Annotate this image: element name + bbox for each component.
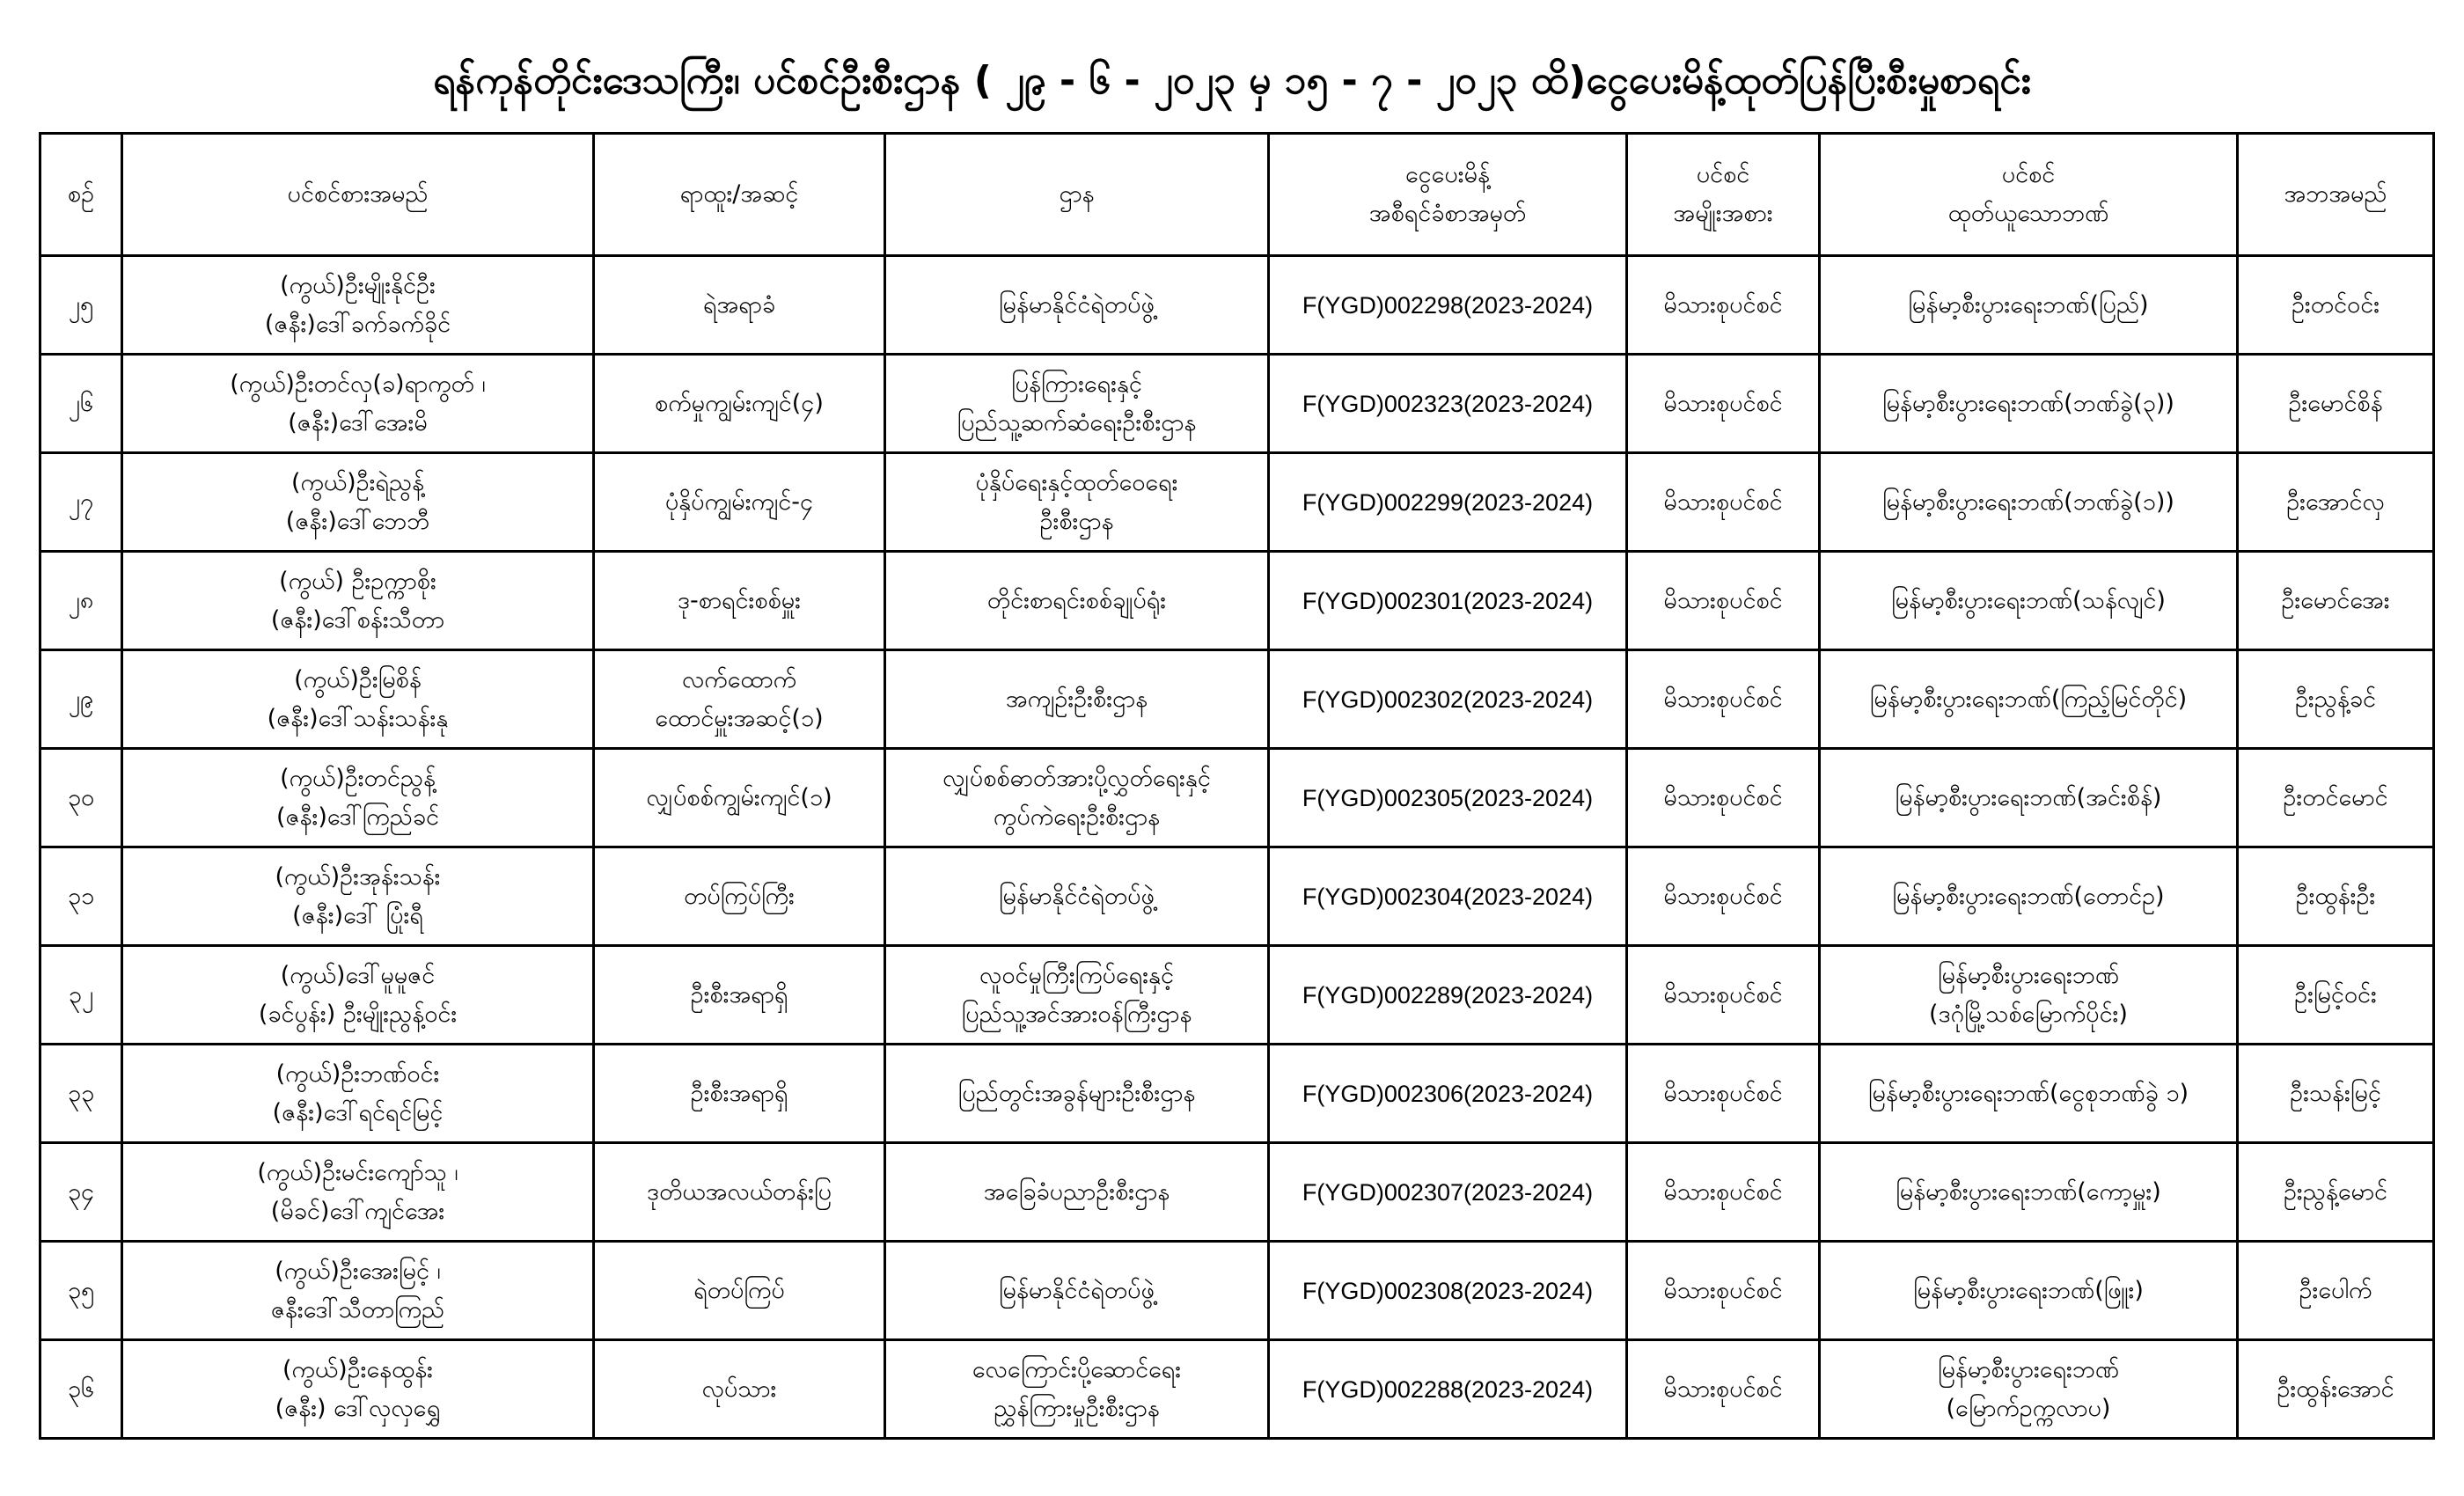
cell-bank <box>1820 847 2238 946</box>
cell-department <box>885 355 1269 453</box>
cell-bank-text: မြန်မာ့စီးပွားရေးဘဏ်(ဘဏ်ခွဲ(၁)) <box>1882 488 2174 516</box>
cell-department-text: မြန်မာနိုင်ငံရဲတပ်ဖွဲ့ <box>999 1276 1155 1304</box>
cell-order-ref <box>1269 749 1627 847</box>
cell-name-text: (ဇနီး)ဒေါ်ဘေဘီ <box>285 507 430 535</box>
cell-department <box>885 453 1269 552</box>
cell-bank-text: မြန်မာ့စီးပွားရေးဘဏ်(ဘဏ်ခွဲ(၃)) <box>1882 389 2174 417</box>
header-order: ငွေပေးမိန့် အစီရင်ခံစာအမှတ် <box>1269 134 1627 256</box>
cell-department-text: ပုံနှိပ်ရေးနှင့်ထုတ်ဝေရေး <box>975 468 1178 496</box>
cell-name <box>122 749 594 847</box>
cell-order-ref-text: F(YGD)002306(2023-2024) <box>1302 1080 1594 1107</box>
header-officer: အဘအမည် <box>2238 134 2434 256</box>
cell-bank-text: မြန်မာ့စီးပွားရေးဘဏ်(အင်းစိန်) <box>1895 783 2162 811</box>
cell-rank-text: ရဲတပ်ကြပ် <box>693 1276 785 1304</box>
cell-type <box>1627 1242 1820 1340</box>
cell-order-ref <box>1269 355 1627 453</box>
cell-no-text: ၂၅ <box>68 290 94 319</box>
cell-rank <box>594 946 885 1045</box>
cell-bank-text: (မြောက်ဥက္ကလာပ) <box>1946 1394 2111 1422</box>
cell-officer-text: ဦးသန်းမြင့် <box>2290 1079 2381 1107</box>
cell-name-text: (ကွယ်)ဦးအေးမြင့် ၊ <box>275 1257 441 1285</box>
table-row <box>40 749 2434 847</box>
cell-type-text: မိသားစုပင်စင် <box>1663 685 1783 713</box>
cell-no-text: ၃၂ <box>68 980 94 1008</box>
cell-no-text: ၃၃ <box>67 1079 95 1107</box>
cell-department <box>885 552 1269 650</box>
cell-department <box>885 256 1269 355</box>
cell-name <box>122 256 594 355</box>
cell-officer <box>2238 453 2434 552</box>
cell-bank <box>1820 256 2238 355</box>
cell-no-text: ၃၅ <box>67 1276 95 1304</box>
cell-bank-text: မြန်မာ့စီးပွားရေးဘဏ်(ငွေစုဘဏ်ခွဲ ၁) <box>1867 1079 2189 1107</box>
cell-name <box>122 946 594 1045</box>
cell-rank-text: ထောင်မှူးအဆင့်(၁) <box>655 704 824 732</box>
header-rank: ရာထူး/အဆင့် <box>594 134 885 256</box>
cell-department-text: မြန်မာနိုင်ငံရဲတပ်ဖွဲ့ <box>999 882 1155 910</box>
cell-order-ref <box>1269 552 1627 650</box>
cell-type <box>1627 1143 1820 1242</box>
cell-name-text: (ကွယ်)ဒေါ်မူမူဇင် <box>280 961 436 989</box>
cell-department-text: ပြည်သူ့အင်အားဝန်ကြီးဌာန <box>961 1000 1192 1028</box>
cell-order-ref <box>1269 256 1627 355</box>
cell-rank <box>594 1143 885 1242</box>
cell-department <box>885 749 1269 847</box>
cell-name-text: (ဇနီး)ဒေါ်ကြည်ခင် <box>275 803 440 831</box>
cell-rank <box>594 453 885 552</box>
cell-bank <box>1820 453 2238 552</box>
cell-no-text: ၂၆ <box>68 389 94 417</box>
cell-type-text: မိသားစုပင်စင် <box>1663 980 1783 1008</box>
cell-name <box>122 847 594 946</box>
table-row <box>40 1242 2434 1340</box>
cell-department-text: ဦးစီးဌာန <box>1039 507 1114 535</box>
cell-name-text: (ဇနီး)ဒေါ်သန်းသန်းနု <box>267 704 449 732</box>
cell-order-ref <box>1269 1340 1627 1439</box>
cell-name-text: (ကွယ်)ဦးမင်းကျော်သူ ၊ <box>257 1158 458 1186</box>
table-row <box>40 946 2434 1045</box>
cell-type-text: မိသားစုပင်စင် <box>1663 389 1783 417</box>
cell-type-text: မိသားစုပင်စင် <box>1663 1079 1783 1107</box>
cell-no <box>40 453 122 552</box>
cell-rank-text: စက်မှုကျွမ်းကျင်(၄) <box>655 389 824 417</box>
cell-bank-text: မြန်မာ့စီးပွားရေးဘဏ်(ကော့မှူး) <box>1896 1177 2161 1206</box>
cell-type <box>1627 1045 1820 1143</box>
cell-officer-text: ဦးညွန့်ခင် <box>2294 685 2377 713</box>
cell-rank <box>594 847 885 946</box>
cell-type <box>1627 847 1820 946</box>
cell-order-ref <box>1269 1242 1627 1340</box>
table-row <box>40 650 2434 749</box>
cell-name <box>122 1340 594 1439</box>
table-row <box>40 1340 2434 1439</box>
table-row <box>40 453 2434 552</box>
cell-officer <box>2238 650 2434 749</box>
cell-type-text: မိသားစုပင်စင် <box>1663 783 1783 811</box>
cell-no <box>40 1242 122 1340</box>
cell-officer <box>2238 355 2434 453</box>
cell-name <box>122 355 594 453</box>
cell-department-text: ညွှန်ကြားမှုဦးစီးဌာန <box>994 1394 1160 1422</box>
cell-order-ref-text: F(YGD)002289(2023-2024) <box>1302 981 1594 1008</box>
cell-department <box>885 847 1269 946</box>
cell-department-text: လျှပ်စစ်ဓာတ်အားပို့လွှတ်ရေးနှင့် <box>942 764 1211 792</box>
cell-no-text: ၃၁ <box>67 882 95 910</box>
cell-name <box>122 552 594 650</box>
cell-officer-text: ဦးမောင်စိန် <box>2288 389 2383 417</box>
cell-officer <box>2238 1242 2434 1340</box>
cell-officer-text: ဦးပေါက် <box>2299 1276 2372 1304</box>
table-row <box>40 355 2434 453</box>
cell-bank <box>1820 1242 2238 1340</box>
cell-rank <box>594 256 885 355</box>
cell-rank-text: ဦးစီးအရာရှိ <box>690 980 788 1008</box>
cell-order-ref <box>1269 1143 1627 1242</box>
cell-order-ref <box>1269 1045 1627 1143</box>
cell-name <box>122 1045 594 1143</box>
cell-name-text: (ကွယ်)ဦးမြစိန် <box>294 665 422 693</box>
cell-bank <box>1820 946 2238 1045</box>
cell-officer-text: ဦးတင်မောင် <box>2283 783 2388 811</box>
cell-officer-text: ဦးထွန်းအောင် <box>2277 1375 2394 1403</box>
cell-department-text: ကွပ်ကဲရေးဦးစီးဌာန <box>993 803 1161 831</box>
cell-order-ref-text: F(YGD)002308(2023-2024) <box>1302 1277 1594 1304</box>
cell-type-text: မိသားစုပင်စင် <box>1663 290 1783 319</box>
cell-bank-text: မြန်မာ့စီးပွားရေးဘဏ်(ဖြူး) <box>1913 1276 2144 1304</box>
cell-bank <box>1820 650 2238 749</box>
cell-bank-text: မြန်မာ့စီးပွားရေးဘဏ်(ကြည့်မြင်တိုင်) <box>1869 685 2188 713</box>
cell-officer <box>2238 1340 2434 1439</box>
cell-name-text: (ဇနီး)ဒေါ်စန်းသီတာ <box>270 605 445 634</box>
cell-order-ref <box>1269 453 1627 552</box>
cell-type-text: မိသားစုပင်စင် <box>1663 1276 1783 1304</box>
cell-officer-text: ဦးမောင်အေး <box>2281 586 2390 614</box>
table-row <box>40 847 2434 946</box>
cell-name-text: (ကွယ်)ဦးမျိုးနိုင်ဦး <box>280 271 436 299</box>
pension-table <box>39 132 2435 1440</box>
header-bank: ပင်စင် ထုတ်ယူသောဘဏ် <box>1820 134 2238 256</box>
cell-rank <box>594 1045 885 1143</box>
cell-order-ref <box>1269 847 1627 946</box>
cell-rank-text: လျှပ်စစ်ကျွမ်းကျင်(၁) <box>646 783 832 811</box>
cell-order-ref-text: F(YGD)002323(2023-2024) <box>1302 390 1594 417</box>
cell-no-text: ၃၄ <box>67 1177 95 1206</box>
cell-rank-text: ပုံနှိပ်ကျွမ်းကျင်-၄ <box>664 488 814 516</box>
header-department: ဌာန <box>885 134 1269 256</box>
cell-officer <box>2238 847 2434 946</box>
cell-name-text: (ဇနီး)ဒေါ်ရင်ရင်မြင့် <box>272 1098 444 1126</box>
table-row <box>40 1143 2434 1242</box>
cell-no <box>40 749 122 847</box>
cell-officer-text: ဦးအောင်လှ <box>2286 488 2385 516</box>
cell-name-text: (ကွယ်)ဦးရဲညွန့် <box>290 468 425 496</box>
cell-officer <box>2238 946 2434 1045</box>
header-row <box>40 134 2434 256</box>
cell-no <box>40 1340 122 1439</box>
cell-bank <box>1820 355 2238 453</box>
cell-bank-text: မြန်မာ့စီးပွားရေးဘဏ်(ပြည်) <box>1908 290 2149 319</box>
cell-bank-text: မြန်မာ့စီးပွားရေးဘဏ်(တောင်ဥ) <box>1892 882 2165 910</box>
cell-name-text: (ဇနီး) ဒေါ်လှလှရွှေ <box>275 1394 441 1422</box>
cell-type-text: မိသားစုပင်စင် <box>1663 586 1783 614</box>
cell-bank-text: (ဒဂုံမြို့သစ်မြောက်ပိုင်း) <box>1929 1000 2128 1028</box>
cell-officer <box>2238 749 2434 847</box>
cell-type <box>1627 256 1820 355</box>
cell-officer <box>2238 552 2434 650</box>
cell-no-text: ၂၉ <box>68 685 94 713</box>
cell-type <box>1627 749 1820 847</box>
cell-name-text: (ခင်ပွန်း) ဦးမျိုးညွန့်ဝင်း <box>258 1000 458 1028</box>
cell-no-text: ၂၇ <box>68 488 94 516</box>
cell-order-ref-text: F(YGD)002302(2023-2024) <box>1302 686 1594 713</box>
cell-officer <box>2238 1045 2434 1143</box>
cell-no <box>40 650 122 749</box>
cell-no-text: ၂၈ <box>68 586 94 614</box>
cell-no <box>40 552 122 650</box>
cell-order-ref-text: F(YGD)002305(2023-2024) <box>1302 784 1594 811</box>
cell-name-text: ဇနီးဒေါ်သီတာကြည် <box>270 1295 445 1324</box>
cell-department <box>885 1340 1269 1439</box>
table-row <box>40 256 2434 355</box>
cell-bank <box>1820 552 2238 650</box>
cell-department-text: မြန်မာနိုင်ငံရဲတပ်ဖွဲ့ <box>999 290 1155 319</box>
cell-department-text: ပြည်တွင်းအခွန်များဦးစီးဌာန <box>957 1079 1196 1107</box>
cell-rank <box>594 650 885 749</box>
cell-name-text: (ကွယ်)ဦးအုန်းသန်း <box>275 862 441 891</box>
cell-rank <box>594 355 885 453</box>
cell-name <box>122 650 594 749</box>
cell-department-text: တိုင်းစာရင်းစစ်ချုပ်ရုံး <box>986 586 1167 614</box>
cell-order-ref <box>1269 946 1627 1045</box>
table-row <box>40 552 2434 650</box>
cell-rank <box>594 552 885 650</box>
cell-bank-text: မြန်မာ့စီးပွားရေးဘဏ်(သန်လျင်) <box>1891 586 2166 614</box>
cell-name-text: (မိခင်)ဒေါ်ကျင်အေး <box>270 1197 445 1225</box>
cell-department-text: အခြေခံပညာဦးစီးဌာန <box>983 1177 1170 1206</box>
cell-no <box>40 1045 122 1143</box>
cell-department-text: ပြန်ကြားရေးနှင့် <box>1011 370 1142 398</box>
cell-name-text: (ဇနီး)ဒေါ်ခက်ခက်ခိုင် <box>264 310 451 338</box>
cell-rank <box>594 749 885 847</box>
cell-bank <box>1820 1045 2238 1143</box>
cell-department <box>885 946 1269 1045</box>
cell-department-text: လေကြောင်းပို့ဆောင်ရေး <box>972 1355 1182 1383</box>
cell-department-text: ပြည်သူ့ဆက်ဆံရေးဦးစီးဌာန <box>957 408 1197 436</box>
cell-order-ref-text: F(YGD)002307(2023-2024) <box>1302 1178 1594 1206</box>
cell-name-text: (ဇနီး)ဒေါ်အေးမိ <box>288 408 428 436</box>
cell-name <box>122 1242 594 1340</box>
cell-rank <box>594 1340 885 1439</box>
cell-no <box>40 847 122 946</box>
cell-department <box>885 1045 1269 1143</box>
cell-no <box>40 946 122 1045</box>
cell-order-ref <box>1269 650 1627 749</box>
cell-rank-text: တပ်ကြပ်ကြီး <box>684 882 795 910</box>
cell-name-text: (ကွယ်)ဦးတင်ညွန့် <box>280 764 436 792</box>
cell-order-ref-text: F(YGD)002301(2023-2024) <box>1302 587 1594 614</box>
cell-bank <box>1820 1143 2238 1242</box>
cell-officer <box>2238 256 2434 355</box>
cell-order-ref-text: F(YGD)002304(2023-2024) <box>1302 883 1594 910</box>
cell-rank <box>594 1242 885 1340</box>
cell-no <box>40 256 122 355</box>
cell-bank-text: မြန်မာ့စီးပွားရေးဘဏ် <box>1937 1355 2120 1383</box>
cell-type-text: မိသားစုပင်စင် <box>1663 882 1783 910</box>
cell-type-text: မိသားစုပင်စင် <box>1663 1375 1783 1403</box>
cell-order-ref-text: F(YGD)002299(2023-2024) <box>1302 488 1594 516</box>
cell-officer <box>2238 1143 2434 1242</box>
cell-name-text: (ကွယ်) ဦးဥက္ကာစိုး <box>279 567 436 595</box>
cell-officer-text: ဦးညွန့်မောင် <box>2283 1177 2388 1206</box>
cell-bank <box>1820 1340 2238 1439</box>
cell-no-text: ၃၆ <box>67 1375 95 1403</box>
cell-type <box>1627 946 1820 1045</box>
cell-type <box>1627 1340 1820 1439</box>
cell-type <box>1627 355 1820 453</box>
cell-order-ref-text: F(YGD)002298(2023-2024) <box>1302 291 1594 319</box>
cell-officer-text: ဦးမြင့်ဝင်း <box>2294 980 2377 1008</box>
cell-type-text: မိသားစုပင်စင် <box>1663 488 1783 516</box>
header-name: ပင်စင်စားအမည် <box>122 134 594 256</box>
cell-name <box>122 453 594 552</box>
header-no: စဉ် <box>40 134 122 256</box>
cell-name-text: (ကွယ်)ဦးတင်လှ(ခ)ရာကွတ် ၊ <box>230 370 486 398</box>
cell-type <box>1627 650 1820 749</box>
cell-department-text: လူဝင်မှုကြီးကြပ်ရေးနှင့် <box>979 961 1174 989</box>
cell-no-text: ၃၀ <box>67 783 95 811</box>
cell-type <box>1627 453 1820 552</box>
cell-order-ref-text: F(YGD)002288(2023-2024) <box>1302 1375 1594 1403</box>
cell-rank-text: လုပ်သား <box>701 1375 777 1403</box>
cell-name-text: (ကွယ်)ဦးဘဏ်ဝင်း <box>275 1060 440 1088</box>
cell-bank <box>1820 749 2238 847</box>
table-row <box>40 1045 2434 1143</box>
cell-rank-text: ဒု-စာရင်းစစ်မှူး <box>677 586 802 614</box>
cell-department-text: အကျဉ်းဦးစီးဌာန <box>1005 685 1148 713</box>
page-title: ရန်ကုန်တိုင်းဒေသကြီး၊ ပင်စင်ဦးစီးဌာန ( ၂၉ - ၆ - ၂၀၂၃ မှ ၁၅ - ၇ - ၂၀၂၃ ထိ)ငွေပေးမိန့်ထုတ်ပြန်ပြီးစီးမှုစာရင်း <box>433 58 2031 103</box>
cell-name-text: (ဇနီး)ဒေါ် ပြုံးရီ <box>292 901 423 929</box>
cell-type <box>1627 552 1820 650</box>
cell-no <box>40 355 122 453</box>
cell-name-text: (ကွယ်)ဦးနေထွန်း <box>282 1355 434 1383</box>
cell-name <box>122 1143 594 1242</box>
cell-bank-text: မြန်မာ့စီးပွားရေးဘဏ် <box>1937 961 2120 989</box>
cell-no <box>40 1143 122 1242</box>
cell-officer-text: ဦးထွန်းဦး <box>2295 882 2376 910</box>
cell-department <box>885 1143 1269 1242</box>
cell-department <box>885 650 1269 749</box>
table-body <box>40 256 2434 1439</box>
cell-rank-text: လက်ထောက် <box>681 665 797 693</box>
header-type: ပင်စင် အမျိုးအစား <box>1627 134 1820 256</box>
cell-rank-text: ရဲအရာခံ <box>702 290 776 319</box>
cell-officer-text: ဦးတင်ဝင်း <box>2291 290 2380 319</box>
cell-rank-text: ဒုတိယအလယ်တန်းပြ <box>647 1177 832 1206</box>
cell-type-text: မိသားစုပင်စင် <box>1663 1177 1783 1206</box>
cell-department <box>885 1242 1269 1340</box>
cell-rank-text: ဦးစီးအရာရှိ <box>690 1079 788 1107</box>
